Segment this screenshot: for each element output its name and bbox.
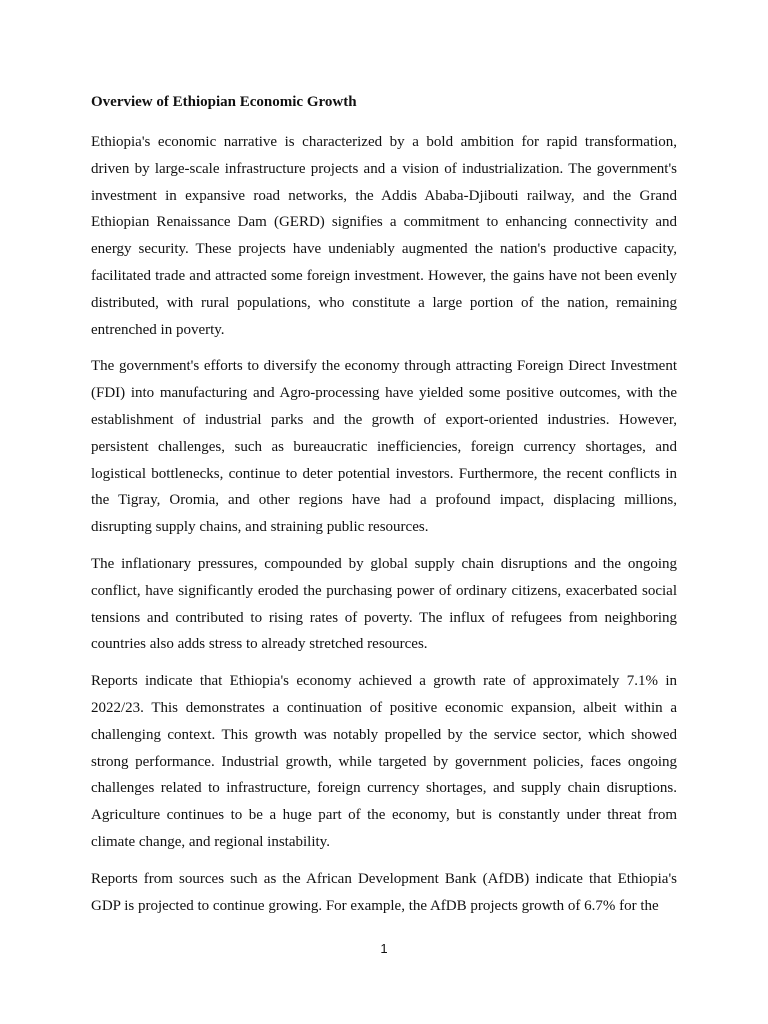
paragraph-afdb-projection: Reports from sources such as the African Development Bank (AfDB) indicate that Ethiopia's GDP is projected to continue growing. For example, the AfDB projects growth of 6.7% for the	[91, 870, 677, 914]
section-heading: Overview of Ethiopian Economic Growth	[91, 94, 357, 110]
paragraph-infrastructure: Ethiopia's economic narrative is characterized by a bold ambition for rapid transformation, driven by large-scale infrastructure projects and a vision of industrialization. The government's investment in expansive road networks, the Addis Ababa-Djibouti railway, and the Grand Ethiopian Renaissance Dam (GERD) signifies a commitment to enhancing connectivity and energy security. These projects have undeniably augmented the nation's productive capacity, facilitated trade and attracted some foreign investment. However, the gains have not been evenly distributed, with rural populations, who constitute a large portion of the nation, remaining entrenched in poverty.	[91, 134, 677, 338]
page-number: 1	[380, 941, 388, 956]
document-body	[91, 92, 677, 929]
paragraph-inflation: The inflationary pressures, compounded by global supply chain disruptions and the ongoing conflict, have significantly eroded the purchasing power of ordinary citizens, exacerbated social tensions and contributed to rising rates of poverty. The influx of refugees from neighboring countries also adds stress to already stretched resources.	[91, 555, 677, 653]
paragraph-growth-rate: Reports indicate that Ethiopia's economy achieved a growth rate of approximately 7.1% in 2022/23. This demonstrates a continuation of positive economic expansion, albeit within a challenging context. This growth was notably propelled by the service sector, which showed strong performance. Industrial growth, while targeted by government policies, faces ongoing challenges related to infrastructure, foreign currency shortages, and supply chain disruptions. Agriculture continues to be a huge part of the economy, but is constantly under threat from climate change, and regional instability.	[91, 673, 677, 850]
paragraph-fdi: The government's efforts to diversify the economy through attracting Foreign Direct Investment (FDI) into manufacturing and Agro-processing have yielded some positive outcomes, with the establishment of industrial parks and the growth of export-oriented industries. However, persistent challenges, such as bureaucratic inefficiencies, foreign currency shortages, and logistical bottlenecks, continue to deter potential investors. Furthermore, the recent conflicts in the Tigray, Oromia, and other regions have had a profound impact, displacing millions, disrupting supply chains, and straining public resources.	[91, 358, 677, 536]
